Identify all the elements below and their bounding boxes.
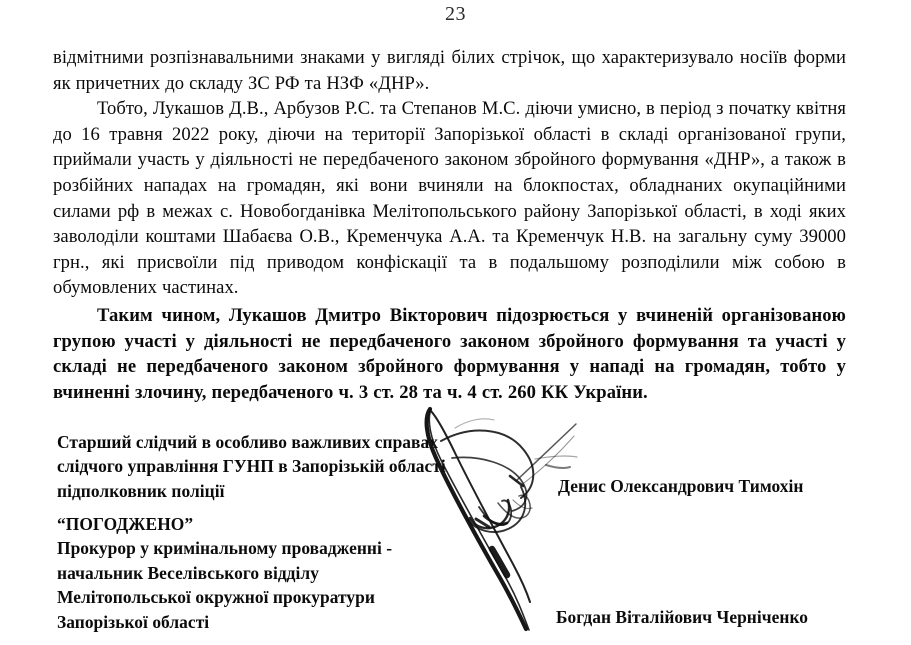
prosecutor-role-line-1: Прокурор у кримінальному провадженні - [57,538,393,559]
prosecutor-approval-block [57,512,392,634]
document-body [53,45,846,405]
prosecutor-role-line-4: Запорізької області [57,611,210,632]
investigator-name: Денис Олександрович Тимохін [558,476,804,496]
prosecutor-name: Богдан Віталійович Черніченко [556,607,809,627]
prosecutor-role-line-2: начальник Веселівського відділу [57,562,319,583]
prosecutor-role-line-3: Мелітопольської окружної прокуратури [57,587,375,608]
paragraph-3-conclusion: Таким чином, Лукашов Дмитро Вікторович підозрюється у вчиненій організованою групою участі у діяльності не передбаченого законом збройного формування та участі у складі не передбаченого законом збройного формування у нападі на громадян, тобто у вчиненні злочину, передбаченого ч. 3 ст. 28 та ч. 4 ст. 260 КК України. [53,304,846,403]
paragraph-1: відмітними розпізнавальними знаками у вигляді білих стрічок, що характеризувало носіїв форми як причетних до складу ЗС РФ та НЗФ «ДНР». [53,47,846,94]
investigator-role-line-3: підполковник поліції [57,480,225,501]
investigator-role-block [57,430,446,503]
investigator-role-line-2: слідчого управління ГУНП в Запорізькій області [57,456,446,477]
approval-label: “ПОГОДЖЕНО” [57,514,194,534]
investigator-role-line-1: Старший слідчий в особливо важливих справах [57,432,438,452]
paragraph-2: Тобто, Лукашов Д.В., Арбузов Р.С. та Степанов М.С. діючи умисно, в період з початку квітня до 16 травня 2022 року, діючи на території Запорізької області в складі організованої групи, приймали участь у діяльності не передбаченого законом збройного формування «ДНР», а також в розбійних нападах на громадян, які вони вчиняли на блокпостах, обладнаних окупаційними силами рф в межах с. Новобогданівка Мелітопольського району Запорізької області, в ході яких заволоділи коштами Шабаєва О.В., Кременчука А.А. та Кременчук Н.В. на загальну суму 39000 грн., які присвоїли під приводом конфіскації та в подальшому розподілили між собою в обумовлених частинах. [53,98,846,299]
page-number: 23 [445,3,466,25]
